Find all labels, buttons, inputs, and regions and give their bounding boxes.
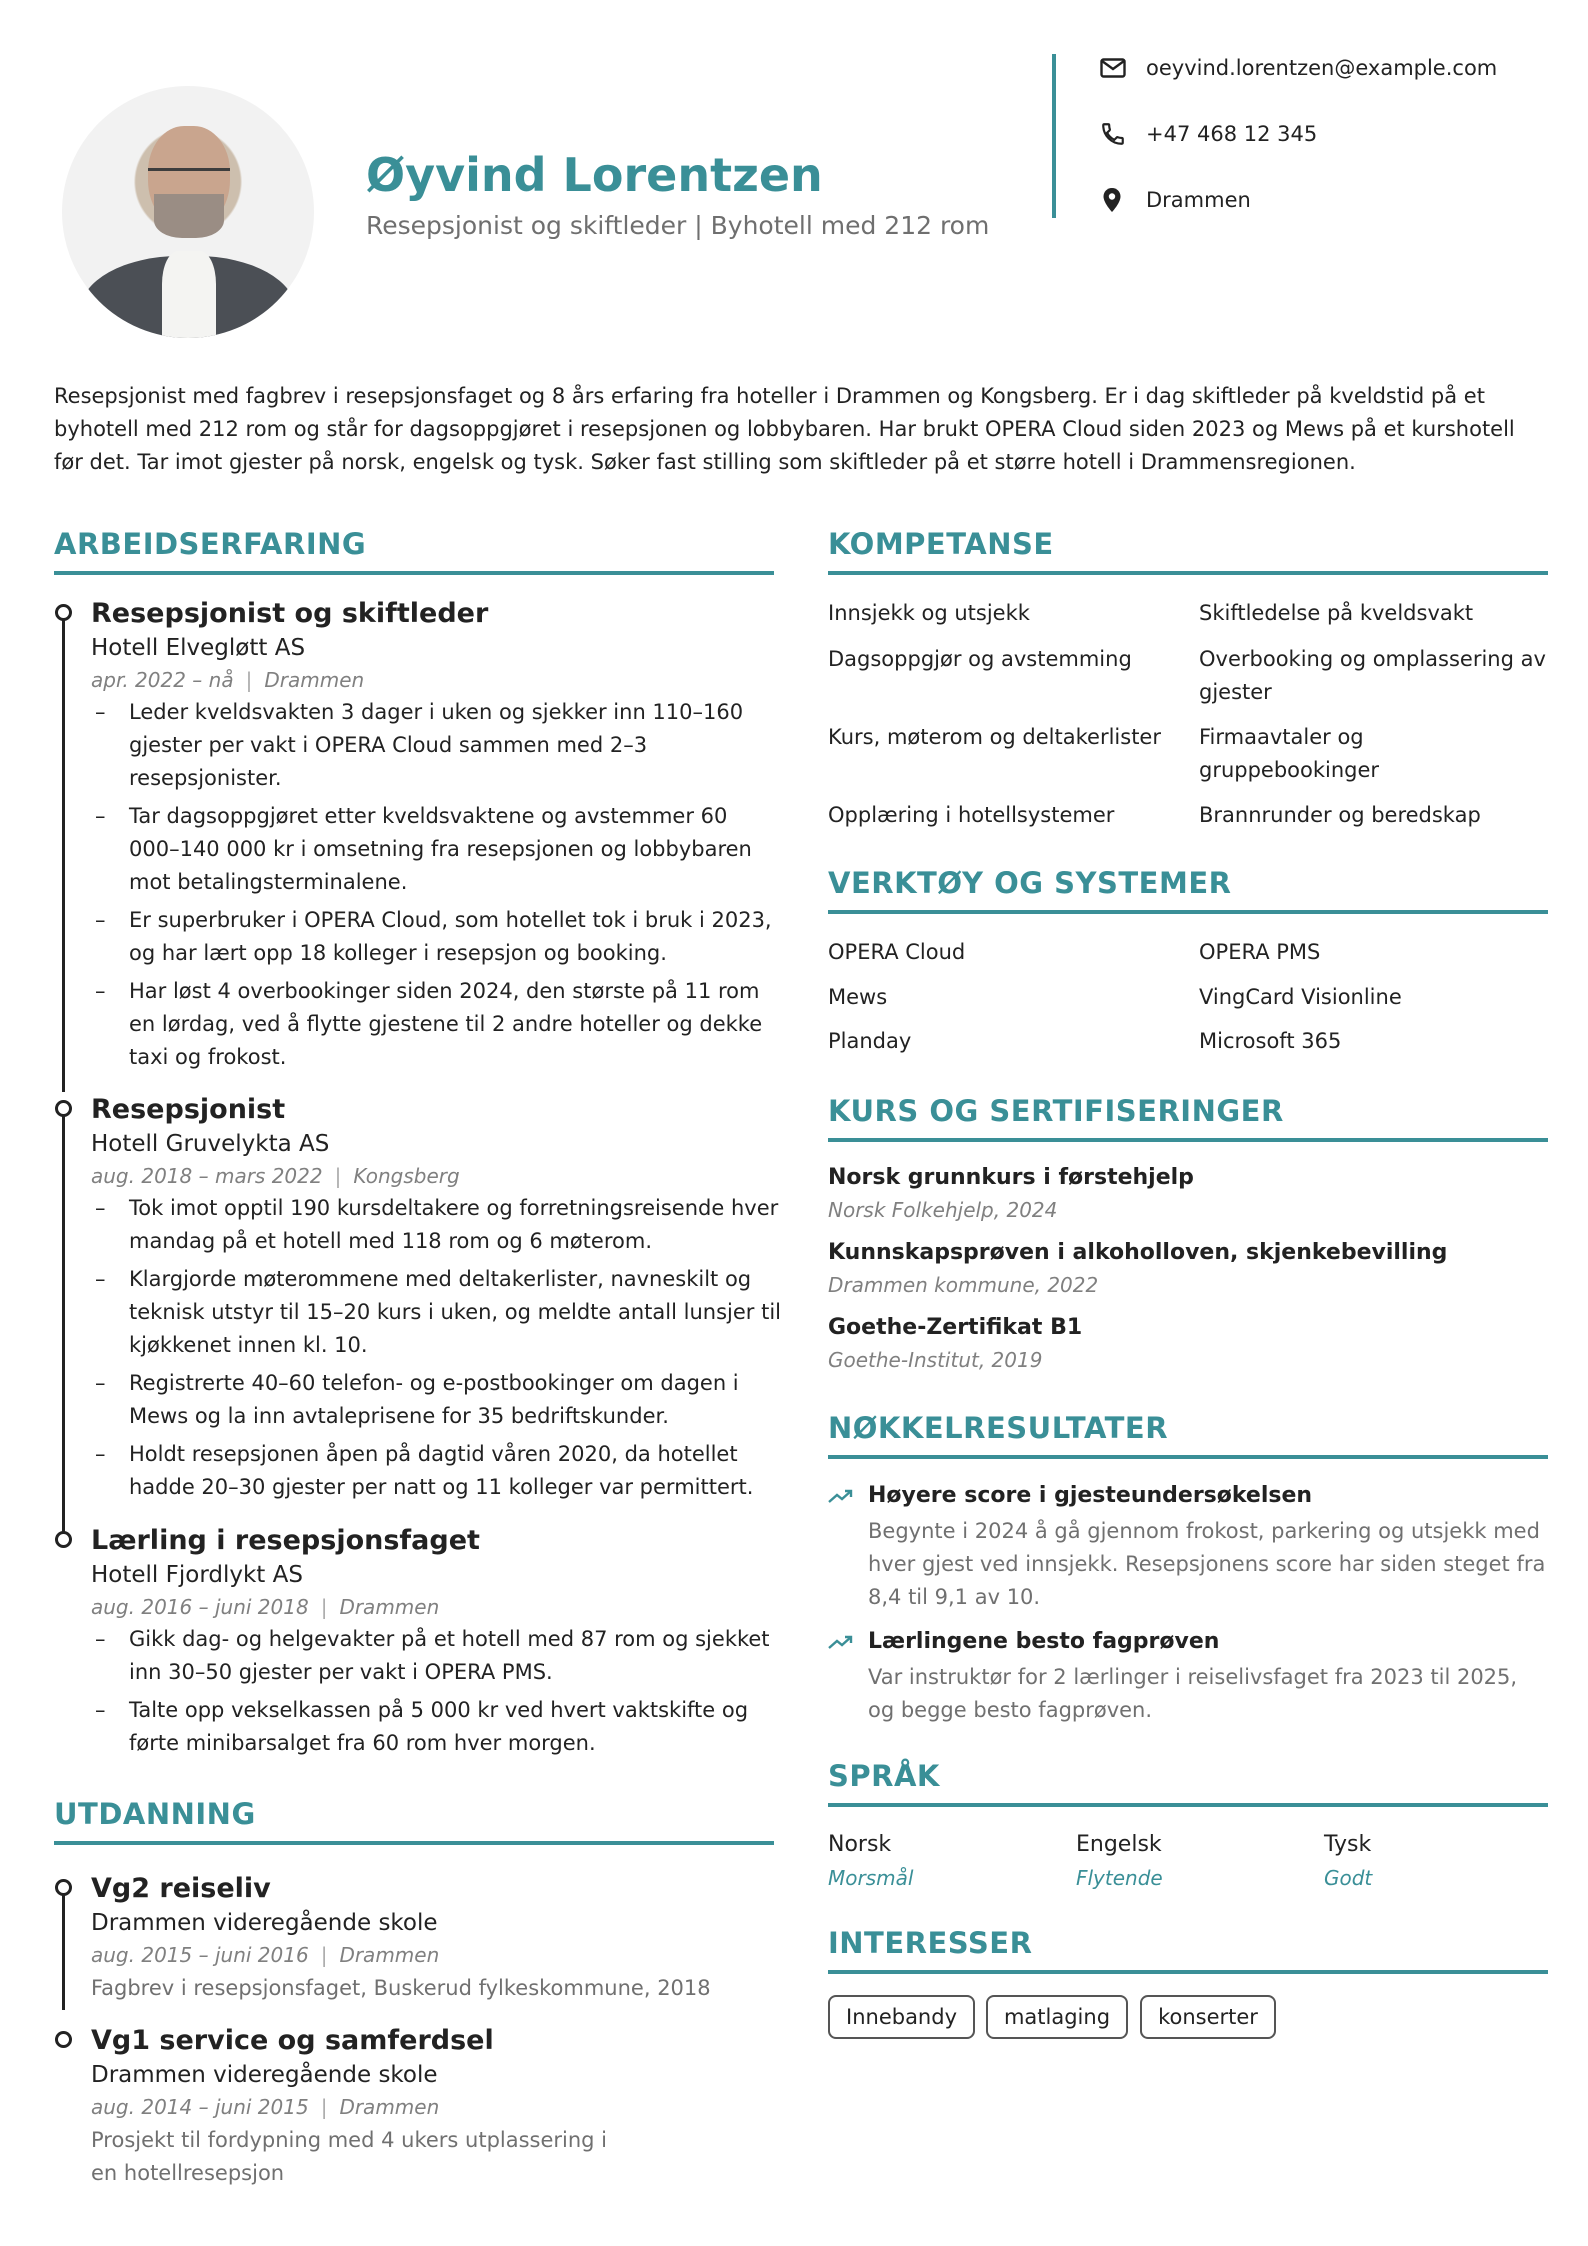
education-period: aug. 2015 – juni 2016 <box>91 1943 309 1967</box>
job-bullet: – Klargjorde møterommene med deltakerlister, navneskilt og teknisk utstyr til 15–20 kurs i uken, og meldte antall lunsjer til kjøkkenet innen kl. 10. <box>91 1263 781 1362</box>
language-name: Engelsk <box>1076 1832 1162 1857</box>
education-title: Vg1 service og samferdsel <box>91 2025 494 2056</box>
trend-up-icon <box>828 1488 854 1504</box>
result-title: Høyere score i gjesteundersøkelsen <box>868 1483 1313 1508</box>
job-bullet: – Tar dagsoppgjøret etter kveldsvaktene og avstemmer 60 000–140 000 kr i omsetning fra resepsjonen og lobbybaren mot betalingsterminalene. <box>91 800 781 899</box>
tool-item: OPERA Cloud <box>828 940 966 964</box>
profile-summary: Resepsjonist med fagbrev i resepsjonsfaget og 8 års erfaring fra hoteller i Drammen og Kongsberg. Er i dag skiftleder på kveldstid på et byhotell med 212 rom og står for dagsoppgjøret i resepsjonen og lobbybaren. Har brukt OPERA Cloud siden 2023 og Mews på et kurshotell før det. Tar imot gjester på norsk, engelsk og tysk. Søker fast stilling som skiftleder på et større hotell i Drammensregionen. <box>54 384 1515 474</box>
education-school: Drammen videregående skole <box>91 2062 438 2088</box>
job-bullet: – Tok imot opptil 190 kursdeltakere og forretningsreisende hver mandag på et hotell med 118 rom og 6 møterom. <box>91 1192 781 1258</box>
education-title: Vg2 reiseliv <box>91 1873 271 1904</box>
skill-item: Kurs, møterom og deltakerlister <box>828 725 1161 749</box>
job-bullet: – Talte opp vekselkassen på 5 000 kr ved hvert vaktskifte og førte minibarsalget fra 60 rom hver morgen. <box>91 1694 781 1760</box>
job-title: Resepsjonist og skiftleder <box>91 598 489 629</box>
education-meta: aug. 2014 – juni 2015 | Drammen <box>91 2095 440 2119</box>
competence-heading: KOMPETANSE <box>828 527 1054 561</box>
results-rule <box>828 1455 1548 1459</box>
job-company: Hotell Elvegløtt AS <box>91 635 306 661</box>
interests-heading: INTERESSER <box>828 1926 1033 1960</box>
candidate-headline: Resepsjonist og skiftleder | Byhotell med 212 rom <box>366 211 990 240</box>
education-heading: UTDANNING <box>54 1797 256 1831</box>
job-bullets <box>91 1192 781 1509</box>
job-bullet: – Gikk dag- og helgevakter på et hotell med 87 rom og sjekket inn 30–50 gjester per vakt i OPERA PMS. <box>91 1623 781 1689</box>
language-level: Flytende <box>1076 1866 1163 1890</box>
tool-item: Planday <box>828 1029 912 1053</box>
mail-icon <box>1100 58 1126 78</box>
job-bullet: – Leder kveldsvakten 3 dager i uken og sjekker inn 110–160 gjester per vakt i OPERA Cloud sammen med 2–3 resepsjonister. <box>91 696 781 795</box>
timeline-dot <box>55 1100 72 1117</box>
email-text: oeyvind.lorentzen@example.com <box>1146 56 1498 80</box>
job-company: Hotell Fjordlykt AS <box>91 1562 303 1588</box>
cert-name: Goethe-Zertifikat B1 <box>828 1315 1083 1340</box>
education-place: Drammen <box>339 1943 440 1967</box>
education-period: aug. 2014 – juni 2015 <box>91 2095 309 2119</box>
result-text: Begynte i 2024 å gå gjennom frokost, parkering og utsjekk med hver gjest ved innsjekk. Resepsjonens score har siden steget fra 8,4 til 9,1 av 10. <box>868 1519 1546 1609</box>
experience-heading: ARBEIDSERFARING <box>54 527 367 561</box>
job-period: apr. 2022 – nå <box>91 668 234 692</box>
timeline-line <box>62 1895 65 2010</box>
tools-rule <box>828 910 1548 914</box>
interest-chip: konserter <box>1140 1995 1276 2039</box>
timeline-dot <box>55 1531 72 1548</box>
result-title: Lærlingene besto fagprøven <box>868 1629 1220 1654</box>
header-divider <box>1052 54 1056 218</box>
language-name: Tysk <box>1324 1832 1372 1857</box>
skill-item: Opplæring i hotellsystemer <box>828 803 1115 827</box>
job-place: Drammen <box>264 668 365 692</box>
language-name: Norsk <box>828 1832 892 1857</box>
skill-item: Dagsoppgjør og avstemming <box>828 647 1132 671</box>
job-period: aug. 2016 – juni 2018 <box>91 1595 309 1619</box>
job-bullet: – Er superbruker i OPERA Cloud, som hotellet tok i bruk i 2023, og har lært opp 18 kolleger i resepsjon og booking. <box>91 904 781 970</box>
education-note: Prosjekt til fordypning med 4 ukers utplassering i en hotellresepsjon <box>91 2128 608 2185</box>
job-bullet: – Har løst 4 overbookinger siden 2024, den største på 11 rom en lørdag, ved å flytte gjestene til 2 andre hoteller og dekke taxi og frokost. <box>91 975 781 1074</box>
map-pin-icon <box>1100 187 1124 213</box>
cert-name: Norsk grunnkurs i førstehjelp <box>828 1165 1194 1190</box>
contact-location <box>1100 188 1251 212</box>
job-period: aug. 2018 – mars 2022 <box>91 1164 323 1188</box>
results-heading: NØKKELRESULTATER <box>828 1411 1169 1445</box>
candidate-name: Øyvind Lorentzen <box>366 148 823 202</box>
timeline-line <box>62 1115 65 1535</box>
cert-name: Kunnskapsprøven i alkoholloven, skjenkebevilling <box>828 1240 1448 1265</box>
job-place: Kongsberg <box>353 1164 460 1188</box>
education-place: Drammen <box>339 2095 440 2119</box>
education-meta: aug. 2015 – juni 2016 | Drammen <box>91 1943 440 1967</box>
certifications-rule <box>828 1138 1548 1142</box>
tool-item: Mews <box>828 985 888 1009</box>
tool-item: VingCard Visionline <box>1199 985 1402 1009</box>
phone-text: +47 468 12 345 <box>1146 122 1318 146</box>
timeline-dot <box>55 604 72 621</box>
job-place: Drammen <box>339 1595 440 1619</box>
job-company: Hotell Gruvelykta AS <box>91 1131 330 1157</box>
phone-icon <box>1100 121 1126 147</box>
job-title: Lærling i resepsjonsfaget <box>91 1525 480 1556</box>
skill-item: Firmaavtaler og gruppebookinger <box>1199 725 1380 782</box>
cert-issuer: Goethe-Institut, 2019 <box>828 1348 1043 1372</box>
experience-rule <box>54 571 774 575</box>
skill-item: Overbooking og omplassering av gjester <box>1199 647 1546 704</box>
education-rule <box>54 1841 774 1845</box>
interest-chip: Innebandy <box>828 1995 975 2039</box>
timeline-dot <box>55 1879 72 1896</box>
job-bullet: – Holdt resepsjonen åpen på dagtid våren 2020, da hotellet hadde 20–30 gjester per natt og 11 kolleger var permittert. <box>91 1438 781 1504</box>
language-level: Morsmål <box>828 1866 914 1890</box>
tool-item: OPERA PMS <box>1199 940 1321 964</box>
languages-heading: SPRÅK <box>828 1759 940 1793</box>
cert-issuer: Norsk Folkehjelp, 2024 <box>828 1198 1058 1222</box>
tool-item: Microsoft 365 <box>1199 1029 1342 1053</box>
interests-rule <box>828 1970 1548 1974</box>
result-text: Var instruktør for 2 lærlinger i reiselivsfaget fra 2023 til 2025, og begge besto fagprøven. <box>868 1665 1518 1722</box>
contact-phone[interactable] <box>1100 122 1317 146</box>
tools-heading: VERKTØY OG SYSTEMER <box>828 866 1232 900</box>
job-meta: apr. 2022 – nå | Drammen <box>91 668 365 692</box>
job-meta: aug. 2016 – juni 2018 | Drammen <box>91 1595 440 1619</box>
job-bullets <box>91 696 781 1079</box>
job-meta: aug. 2018 – mars 2022 | Kongsberg <box>91 1164 460 1188</box>
skill-item: Innsjekk og utsjekk <box>828 601 1030 625</box>
job-bullets <box>91 1623 781 1765</box>
profile-photo <box>62 86 314 338</box>
certifications-heading: KURS OG SERTIFISERINGER <box>828 1094 1284 1128</box>
job-bullet: – Registrerte 40–60 telefon- og e-postbookinger om dagen i Mews og la inn avtaleprisene for 35 bedriftskunder. <box>91 1367 781 1433</box>
language-level: Godt <box>1324 1866 1373 1890</box>
interest-chip: matlaging <box>986 1995 1128 2039</box>
timeline-line <box>62 620 65 1092</box>
location-text: Drammen <box>1146 188 1251 212</box>
trend-up-icon <box>828 1634 854 1650</box>
skill-item: Skiftledelse på kveldsvakt <box>1199 601 1474 625</box>
cert-issuer: Drammen kommune, 2022 <box>828 1273 1099 1297</box>
competence-rule <box>828 571 1548 575</box>
timeline-dot <box>55 2031 72 2048</box>
languages-rule <box>828 1803 1548 1807</box>
skill-item: Brannrunder og beredskap <box>1199 803 1481 827</box>
job-title: Resepsjonist <box>91 1094 286 1125</box>
education-school: Drammen videregående skole <box>91 1910 438 1936</box>
education-note: Fagbrev i resepsjonsfaget, Buskerud fylkeskommune, 2018 <box>91 1976 711 2000</box>
contact-email[interactable] <box>1100 56 1497 80</box>
